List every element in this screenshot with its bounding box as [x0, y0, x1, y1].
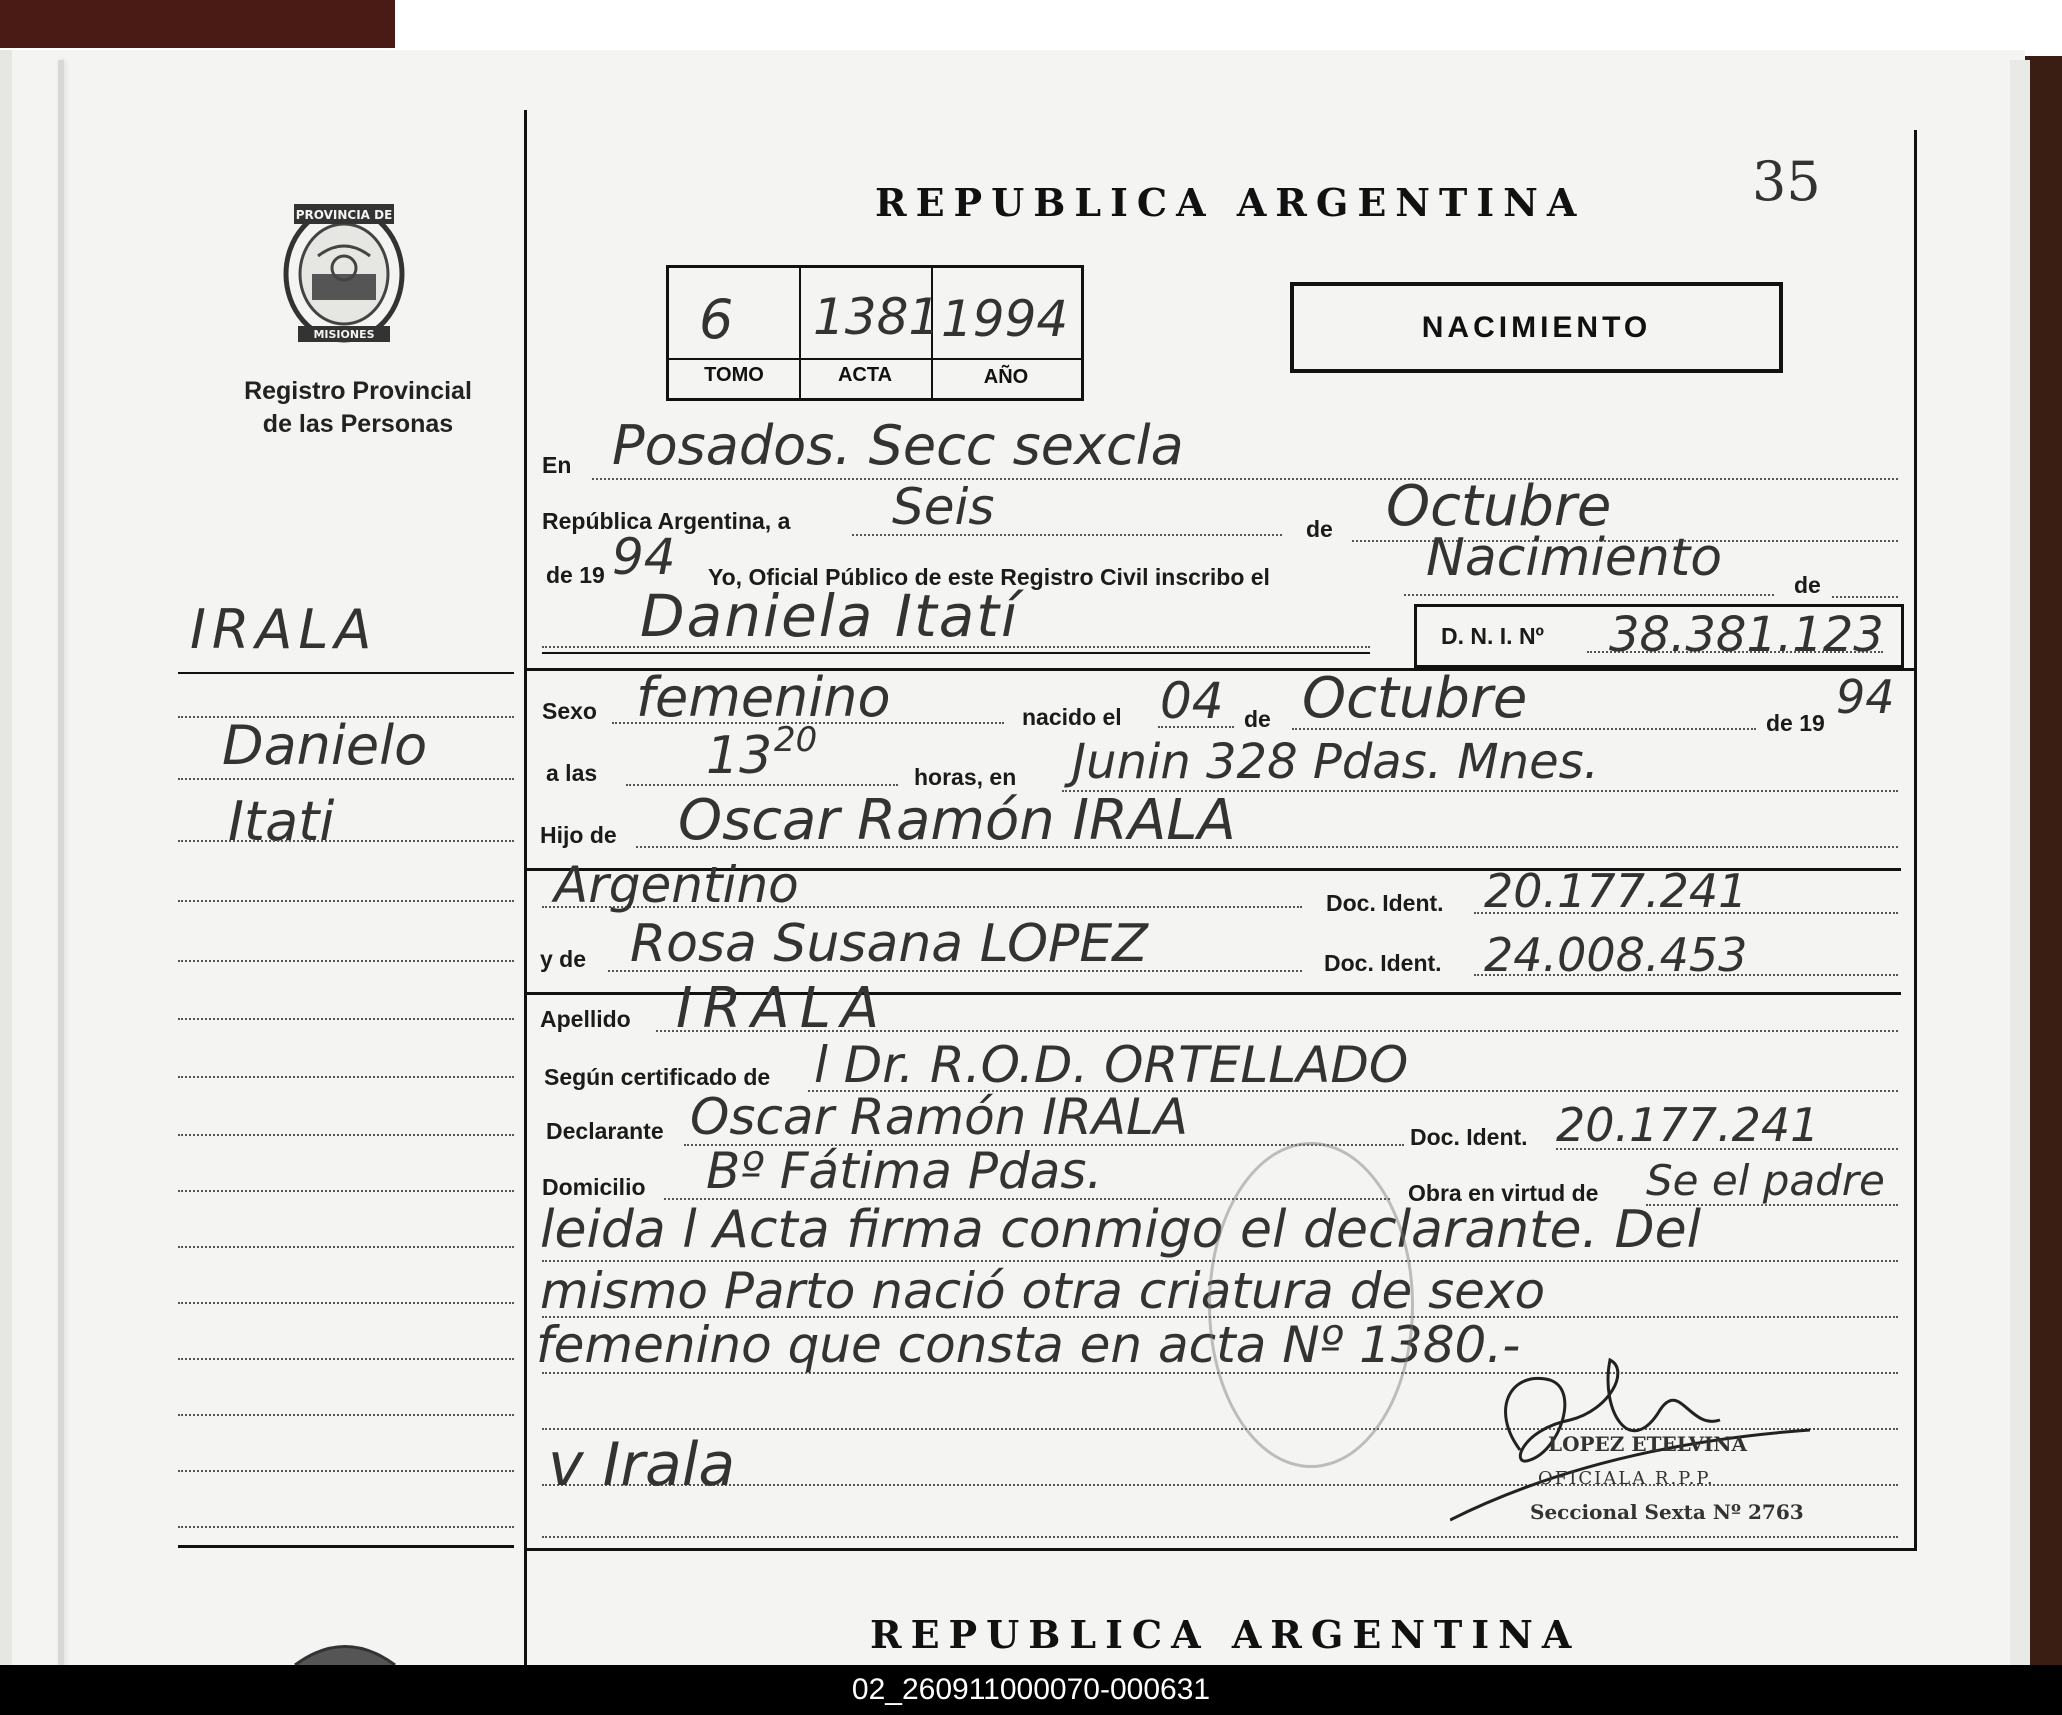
- en-value: Posados. Secc sexcla: [612, 414, 1184, 477]
- obra-label: Obra en virtud de: [1408, 1180, 1599, 1206]
- sexo-label: Sexo: [542, 698, 597, 724]
- apellido-value: IRALA: [676, 976, 890, 1041]
- yo-label: Yo, Oficial Público de este Registro Civil inscribo el: [708, 564, 1270, 590]
- de-label: de: [1306, 516, 1333, 542]
- anio-value: 1994: [941, 290, 1069, 348]
- dni-value: 38.381.123: [1609, 607, 1884, 663]
- record-number-box: [666, 265, 1084, 401]
- tomo-label: TOMO: [704, 364, 764, 386]
- page-edge: [2010, 60, 2030, 1670]
- margin-name-1: Danielo: [222, 714, 428, 777]
- margin-surname: IRALA: [190, 598, 378, 661]
- certificate-value: l Dr. R.O.D. ORTELLADO: [814, 1036, 1409, 1094]
- acta-value: 1381: [813, 288, 941, 346]
- de-19-label: de 19: [546, 562, 605, 588]
- declarante-label: Declarante: [546, 1118, 664, 1144]
- father-doc-value: 20.177.241: [1484, 864, 1748, 918]
- margin-divider: [524, 110, 527, 1665]
- dni-label: D. N. I. Nº: [1441, 623, 1544, 649]
- page-binding: [58, 60, 64, 1670]
- domicilio-value: Bº Fátima Pdas.: [706, 1142, 1103, 1200]
- act-value: Nacimiento: [1426, 528, 1723, 588]
- hijo-label: Hijo de: [540, 822, 617, 848]
- en-label: En: [542, 452, 572, 478]
- apellido-label: Apellido: [540, 1006, 631, 1032]
- year-value: 94: [612, 528, 676, 586]
- registry-line-1: Registro Provincial: [244, 377, 472, 405]
- observation-line-3: femenino que consta en acta Nº 1380.-: [536, 1316, 1521, 1374]
- horas-label: horas, en: [914, 764, 1017, 790]
- image-caption: 02_260911000070-000631: [0, 1665, 2062, 1715]
- observation-line-2: mismo Parto nació otra criatura de sexo: [540, 1262, 1546, 1320]
- minute-value: 20: [774, 720, 818, 760]
- margin-name-2: Itati: [228, 790, 335, 853]
- segun-label: Según certificado de: [544, 1064, 771, 1090]
- book-cover-edge: [0, 0, 395, 48]
- official-office: Seccional Sexta Nº 2763: [1530, 1500, 1804, 1524]
- born-year-value: 94: [1836, 670, 1895, 724]
- form-bottom-line: [527, 1548, 1917, 1551]
- observation-line-1: leida l Acta firma conmigo el declarante. Del: [540, 1200, 1702, 1260]
- record-type-box: NACIMIENTO: [1290, 282, 1783, 373]
- dni-box: [1414, 604, 1904, 668]
- father-doc-label: Doc. Ident.: [1326, 890, 1444, 916]
- emblem-bottom-text: MISIONES: [313, 328, 375, 341]
- page-title: REPUBLICA ARGENTINA: [875, 180, 1586, 225]
- official-name: LOPEZ ETELVINA: [1548, 1432, 1748, 1456]
- father-value: Oscar Ramón IRALA: [678, 788, 1236, 853]
- acta-label: ACTA: [837, 364, 893, 386]
- de-label-3: de: [1244, 706, 1271, 732]
- obra-value: Se el padre: [1646, 1156, 1885, 1205]
- born-day-value: 04: [1160, 672, 1224, 730]
- hour-value: 13: [706, 726, 773, 786]
- nacido-label: nacido el: [1022, 704, 1122, 730]
- month-value: Octubre: [1386, 474, 1612, 539]
- republica-label: República Argentina, a: [542, 508, 791, 534]
- declarante-doc-value: 20.177.241: [1556, 1098, 1820, 1152]
- emblem-top-text: PROVINCIA DE: [295, 208, 393, 222]
- registry-name: [222, 375, 494, 441]
- de-label-2: de: [1794, 572, 1821, 598]
- book-spine: [0, 50, 12, 1670]
- official-role: OFICIALA R.P.P.: [1538, 1468, 1715, 1489]
- day-value: Seis: [892, 478, 995, 536]
- registry-stamp-icon: [1208, 1142, 1414, 1468]
- misiones-emblem-icon: [278, 196, 410, 346]
- top-strip: [0, 0, 2062, 56]
- next-page-emblem-icon: [290, 1638, 400, 1665]
- domicilio-label: Domicilio: [542, 1174, 646, 1200]
- declarante-value: Oscar Ramón IRALA: [690, 1088, 1188, 1146]
- de-19-label-2: de 19: [1766, 710, 1825, 736]
- yde-label: y de: [540, 946, 587, 972]
- registry-line-2: de las Personas: [262, 410, 454, 438]
- next-page-title: REPUBLICA ARGENTINA: [870, 1612, 1581, 1657]
- declarant-signature: v Irala: [548, 1430, 736, 1500]
- page-number: 35: [1752, 150, 1821, 213]
- mother-doc-label: Doc. Ident.: [1324, 950, 1442, 976]
- tomo-value: 6: [699, 288, 734, 351]
- right-border: [1914, 130, 1917, 1550]
- child-name-value: Daniela Itatí: [640, 582, 1020, 650]
- anio-label: AÑO: [983, 366, 1029, 388]
- sexo-value: femenino: [636, 666, 891, 729]
- declarante-doc-label: Doc. Ident.: [1410, 1124, 1528, 1150]
- place-value: Junin 328 Pdas. Mnes.: [1072, 734, 1599, 790]
- father-nationality-value: Argentino: [554, 856, 799, 914]
- mother-doc-value: 24.008.453: [1484, 928, 1748, 982]
- alas-label: a las: [546, 760, 598, 786]
- born-month-value: Octubre: [1302, 666, 1528, 731]
- mother-value: Rosa Susana LOPEZ: [630, 914, 1148, 974]
